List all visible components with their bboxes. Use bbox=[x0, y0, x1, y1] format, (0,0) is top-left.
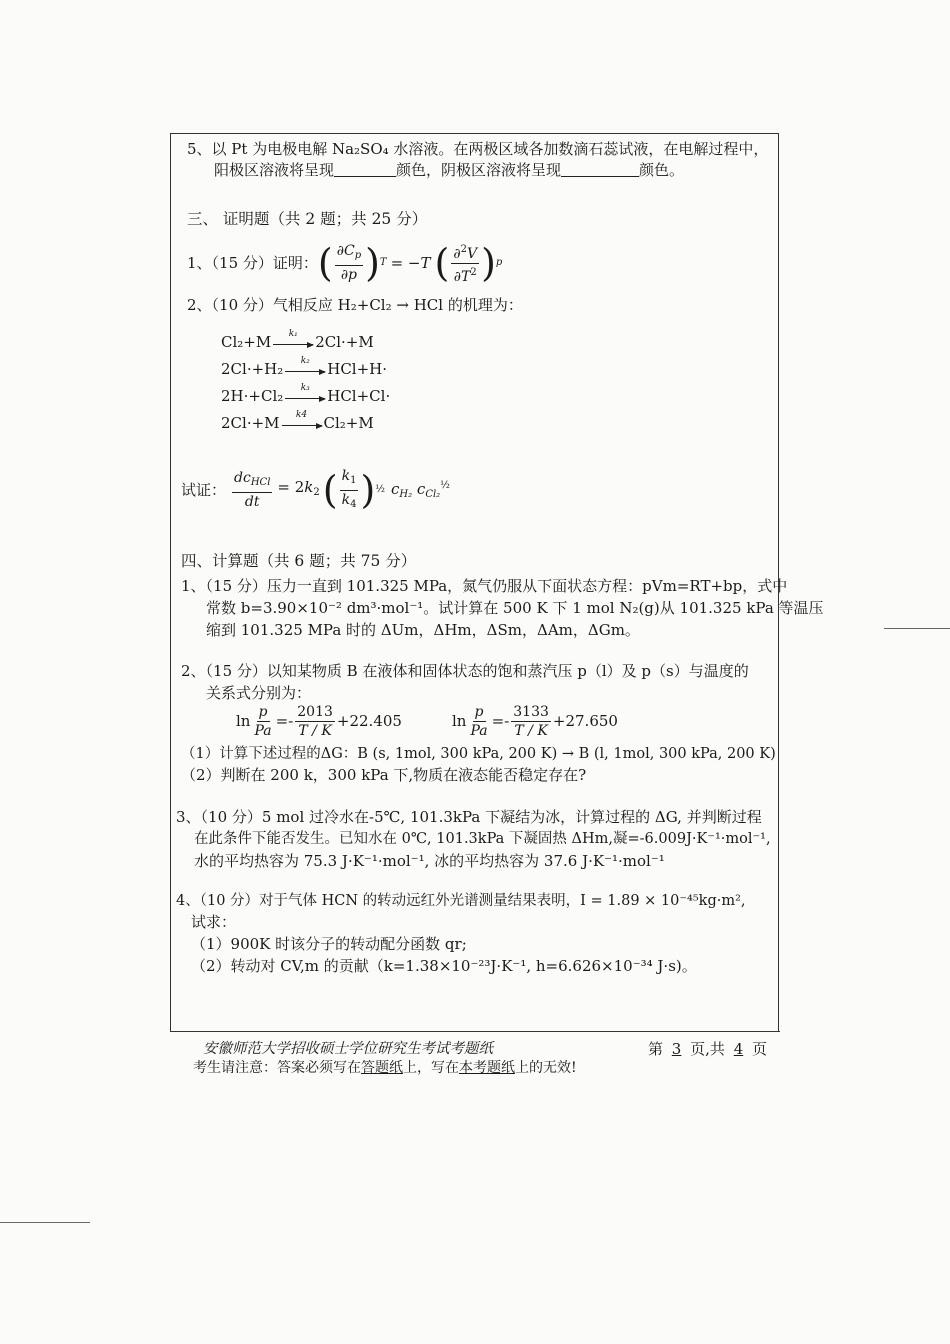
q4-3-line1: 3、（10 分）5 mol 过冷水在-5℃, 101.3kPa 下凝结为冰，计算过程的 ΔG, 并判断过程 bbox=[176, 808, 762, 826]
q4-4-sub2: （2）转动对 CV,m 的贡献（k=1.38×10⁻²³J·K⁻¹, h=6.626×10⁻³⁴ J·s)。 bbox=[191, 957, 697, 975]
vapor-pressure-liquid-eq: ln $\frac{p}{Pa}$ =- $\frac{2013}{T / K}$ +22.405 bbox=[236, 703, 402, 739]
eq2-coefficient: 3133 bbox=[513, 703, 549, 720]
q5-line2: 阳极区溶液将呈现 颜色，阴极区溶液将呈现 颜色。 bbox=[214, 161, 685, 179]
q4-4-line2: 试求： bbox=[191, 913, 237, 931]
q4-1-line1: 1、（15 分）压力一直到 101.325 MPa，氮气仍服从下面状态方程：pVm=RT+bp，式中 bbox=[181, 577, 788, 595]
eq1-constant: +22.405 bbox=[336, 712, 402, 730]
prove-label: 试证： bbox=[181, 481, 227, 499]
proof1 bbox=[187, 238, 502, 288]
q4-3-line2: 在此条件下能否发生。已知水在 0℃, 101.3kPa 下凝固热 ΔHm,凝=-6.009J·K⁻¹·mol⁻¹, bbox=[194, 831, 771, 847]
q4-3-line3: 水的平均热容为 75.3 J·K⁻¹·mol⁻¹, 冰的平均热容为 37.6 J·K⁻¹·mol⁻¹ bbox=[194, 852, 665, 870]
q4-4-sub1: （1）900K 时该分子的转动配分函数 qr; bbox=[191, 935, 467, 953]
q5-line1: 5、以 Pt 为电极电解 Na₂SO₄ 水溶液。在两极区域各加数滴石蕊试液，在电解过程中， bbox=[187, 140, 769, 158]
reaction-arrow-icon: k₁ bbox=[273, 334, 313, 345]
blank-cathode-color bbox=[561, 162, 639, 177]
eq2-constant: +27.650 bbox=[552, 712, 618, 730]
proof1-equation: ( $\frac{\partial C_p}{\partial p}$ ) T = −T ( $\frac{\partial^2V}{\partial T^2}$ ) p bbox=[317, 241, 503, 285]
reaction-arrow-icon: k₂ bbox=[285, 361, 325, 372]
proof2-target bbox=[181, 462, 450, 518]
footer-page-number: 第 3 页,共 4 页 bbox=[648, 1040, 768, 1058]
footer-university: 安徽师范大学招收硕士学位研究生考试考题纸 bbox=[203, 1041, 493, 1057]
rate-equation: $\frac{dc_{HCl}}{dt}$ = $2k_2$ ( $\frac{k_1}{k_4}$ ) ½ $c_{H_2}$ $c_{Cl_2}^{\frac{1}{2}}$ bbox=[234, 467, 450, 512]
q4-1-line3: 缩到 101.325 MPa 时的 ΔUm，ΔHm，ΔSm，ΔAm，ΔGm。 bbox=[206, 621, 640, 639]
reaction-arrow-icon: k₃ bbox=[285, 388, 325, 399]
eq1-coefficient: 2013 bbox=[297, 703, 333, 720]
footer-notice: 考生请注意：答案必须写在答题纸上，写在本考题纸上的无效! bbox=[193, 1060, 577, 1076]
mech-step-3: 2H·+Cl₂ k₃ HCl+Cl· bbox=[221, 383, 391, 405]
reaction-arrow-icon: k4 bbox=[282, 415, 322, 426]
q4-4-line1: 4、（10 分）对于气体 HCN 的转动远红外光谱测量结果表明，I = 1.89 × 10⁻⁴⁵kg·m², bbox=[176, 893, 746, 909]
proof2-label: 2、（10 分）气相反应 H₂+Cl₂ → HCl 的机理为： bbox=[187, 296, 523, 314]
section3-title: 三、 证明题（共 2 题；共 25 分） bbox=[187, 210, 428, 228]
q4-2-sub1: （1）计算下述过程的ΔG：B (s, 1mol, 300 kPa, 200 K) → B (l, 1mol, 300 kPa, 200 K) bbox=[181, 746, 776, 762]
blank-anode-color bbox=[334, 162, 396, 177]
vapor-pressure-solid-eq: ln $\frac{p}{Pa}$ =- $\frac{3133}{T / K}$ +27.650 bbox=[452, 703, 618, 739]
q4-2-line1: 2、（15 分）以知某物质 B 在液体和固体状态的饱和蒸汽压 p（l）及 p（s）与温度的 bbox=[181, 662, 749, 680]
scan-mark bbox=[884, 628, 950, 629]
mech-step-4: 2Cl·+M k4 Cl₂+M bbox=[221, 410, 374, 432]
q4-1-line2: 常数 b=3.90×10⁻² dm³·mol⁻¹。试计算在 500 K 下 1 mol N₂(g)从 101.325 kPa 等温压 bbox=[206, 599, 824, 617]
section4-title: 四、计算题（共 6 题；共 75 分） bbox=[181, 552, 417, 570]
frame-bottom-line bbox=[170, 1031, 780, 1032]
q4-2-sub2: （2）判断在 200 k，300 kPa 下,物质在液态能否稳定存在? bbox=[181, 766, 587, 784]
mech-step-1: Cl₂+M k₁ 2Cl·+M bbox=[221, 329, 374, 351]
mech-step-2: 2Cl·+H₂ k₂ HCl+H· bbox=[221, 356, 388, 378]
proof1-label: 1、（15 分）证明： bbox=[187, 254, 318, 272]
scan-mark bbox=[0, 1222, 90, 1223]
q4-2-line2: 关系式分别为： bbox=[206, 684, 312, 702]
